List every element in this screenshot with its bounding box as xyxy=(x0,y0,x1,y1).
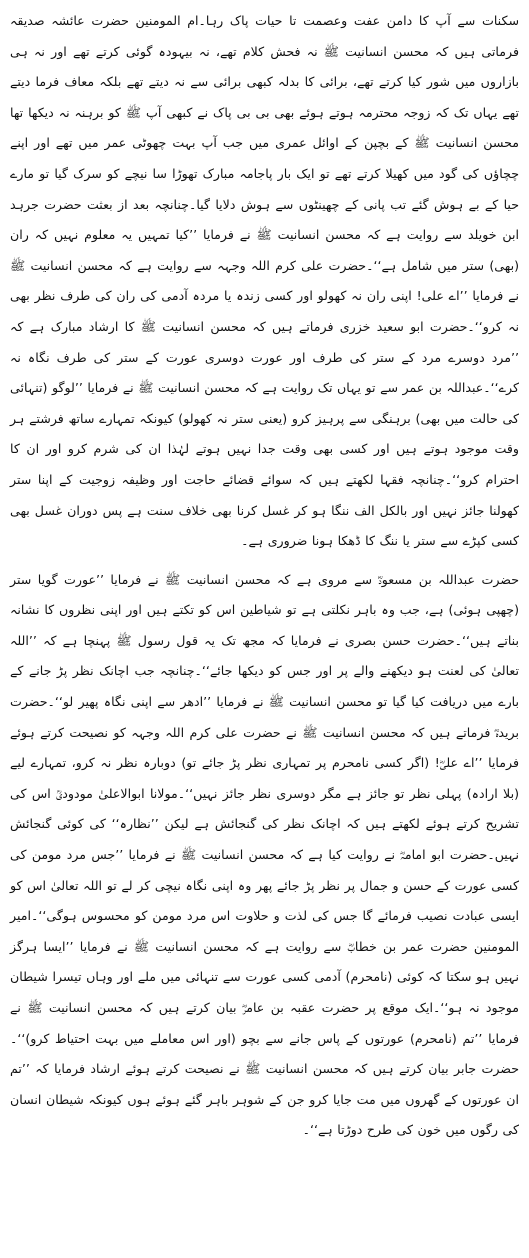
paragraph-lowering-the-gaze: حضرت عبداللہ بن مسعودؓ سے مروی ہے کہ محسن انسانیت ﷺ نے فرمایا ’’عورت گویا ستر (چھپی ہوئی) ہے، جب وہ باہر نکلتی ہے تو شیاطین اس کو تکتے ہیں اور اپنی نظروں کا نشانہ بناتے ہیں‘‘۔حضرت حسن بصری نے فرمایا کہ مجھ تک یہ قول رسول ﷺ پہنچا ہے کہ ’’اللہ تعالیٰ کی لعنت ہو دیکھنے والے پر اور جس کو دیکھا جائے‘‘۔چنانچہ جب اچانک نظر پڑ جانے کے بارے میں دریافت کیا گیا تو محسن انسانیت ﷺ نے فرمایا ’’ادھر سے اپنی نگاہ پھیر لو‘‘۔حضرت بریدہؓ فرماتے ہیں کہ محسن انسانیت ﷺ نے حضرت علی کرم اللہ وجہہ کو نصیحت کرتے ہوئے فرمایا ’’اے علیؓ! (اگر کسی نامحرم پر تمہاری نظر پڑ جائے تو) دوبارہ نظر نہ کرو، تمہارے لیے (بلا ارادہ) پہلی نظر تو جائز ہے مگر دوسری نظر جائز نہیں‘‘۔مولانا ابوالاعلیٰ مودودیؒ اس کی تشریح کرتے ہوئے لکھتے ہیں کہ اچانک نظر کی گنجائش ہے لیکن ’’نظارہ‘‘ کی کوئی گنجائش نہیں۔حضرت ابو امامہؓ نے روایت کیا ہے کہ محسن انسانیت ﷺ نے فرمایا ’’جس مرد مومن کی کسی عورت کے حسن و جمال پر نظر پڑ جائے پھر وہ اپنی نگاہ نیچی کر لے تو اللہ تعالیٰ اس کو ایسی عبادت نصیب فرمائے گا جس کی لذت و حلاوت اس مرد مومن کو محسوس ہوگی‘‘۔امیر المومنین حضرت عمر بن خطابؓ سے روایت ہے کہ محسن انسانیت ﷺ نے فرمایا ’’ایسا ہرگز نہیں ہو سکتا کہ کوئی (نامحرم) آدمی کسی عورت سے تنہائی میں ملے اور وہاں تیسرا شیطان موجود نہ ہو‘‘۔ایک موقع پر حضرت عقبہ بن عامرؓ بیان کرتے ہیں کہ محسن انسانیت ﷺ نے فرمایا ’’تم (نامحرم) عورتوں کے پاس جانے سے بچو (اور اس معاملے میں بہت احتیاط کرو)‘‘۔حضرت جابر بیان کرتے ہیں کہ محسن انسانیت ﷺ نے نصیحت کرتے ہوئے ارشاد فرمایا کہ ’’تم ان عورتوں کے گھروں میں مت جایا کرو جن کے شوہر باہر گئے ہوئے ہوں کیونکہ شیطان انسان کی رگوں میں خون کی طرح دوڑتا ہے‘‘۔ xyxy=(10,571,519,1138)
paragraph-modesty-and-satr: سکنات سے آپ کا دامن عفت وعصمت تا حیات پاک رہا۔ام المومنین حضرت عائشہ صدیقہ فرماتی ہیں کہ محسن انسانیت ﷺ نہ فحش کلام تھے، نہ بیہودہ گوئی کرتے تھے اور نہ ہی بازاروں میں شور کیا کرتے تھے، برائی کا بدلہ کبھی برائی سے نہ دیتے تھے بلکہ معاف فرما دیتے تھے یہاں تک کہ زوجہ محترمہ ہوتے ہوئے بھی بی بی پاک نے کبھی آپ ﷺ کو برہنہ نہ دیکھا تھا محسن انسانیت ﷺ کے بچپن کے اوائل عمری میں جب آپ بہت چھوٹی عمر میں تھے اور اپنے چچاؤں کی گود میں کھیلا کرتے تھے تو ایک بار پاجامہ مبارک تھوڑا سا نیچے کو سرک گیا تو مارے حیا کے بے ہوش گئے تب پانی کے چھینٹوں سے ہوش دلایا گیا۔چنانچہ بعد از بعثت حضرت جرہد ابن خویلد سے روایت ہے کہ محسن انسانیت ﷺ نے فرمایا ’’کیا تمہیں یہ معلوم نہیں کہ ران (بھی) ستر میں شامل ہے‘‘۔حضرت علی کرم اللہ وجہہ سے روایت ہے کہ محسن انسانیت ﷺ نے فرمایا ’’اے علی! اپنی ران نہ کھولو اور کسی زندہ یا مردہ آدمی کی ران کی طرف نظر بھی نہ کرو‘‘۔حضرت ابو سعید خزری فرماتے ہیں کہ محسن انسانیت ﷺ کا ارشاد مبارک ہے کہ ’’مرد دوسرے مرد کے ستر کی طرف اور عورت دوسری عورت کے ستر کی طرف نگاہ نہ کرے‘‘۔عبداللہ بن عمر سے تو یہاں تک روایت ہے کہ محسن انسانیت ﷺ نے فرمایا ’’لوگو (تنہائی کی حالت میں بھی) برہنگی سے پرہیز کرو (یعنی ستر نہ کھولو) کیونکہ تمہارے ساتھ فرشتے ہر وقت موجود ہوتے ہیں اور کسی بھی وقت جدا نہیں ہوتے لہٰذا ان کی شرم کرو اور ان کا احترام کرو‘‘۔چنانچہ فقہا لکھتے ہیں کہ سوائے قضائے حاجت اور وظیفہ زوجیت کے اپنا ستر کھولنا جائز نہیں اور بالکل الف ننگا ہو کر غسل کرنا بھی خلاف سنت ہے پس دوران غسل بھی کسی کپڑے سے ستر یا ننگ کا ڈھکا ہونا ضروری ہے۔ xyxy=(10,13,519,549)
